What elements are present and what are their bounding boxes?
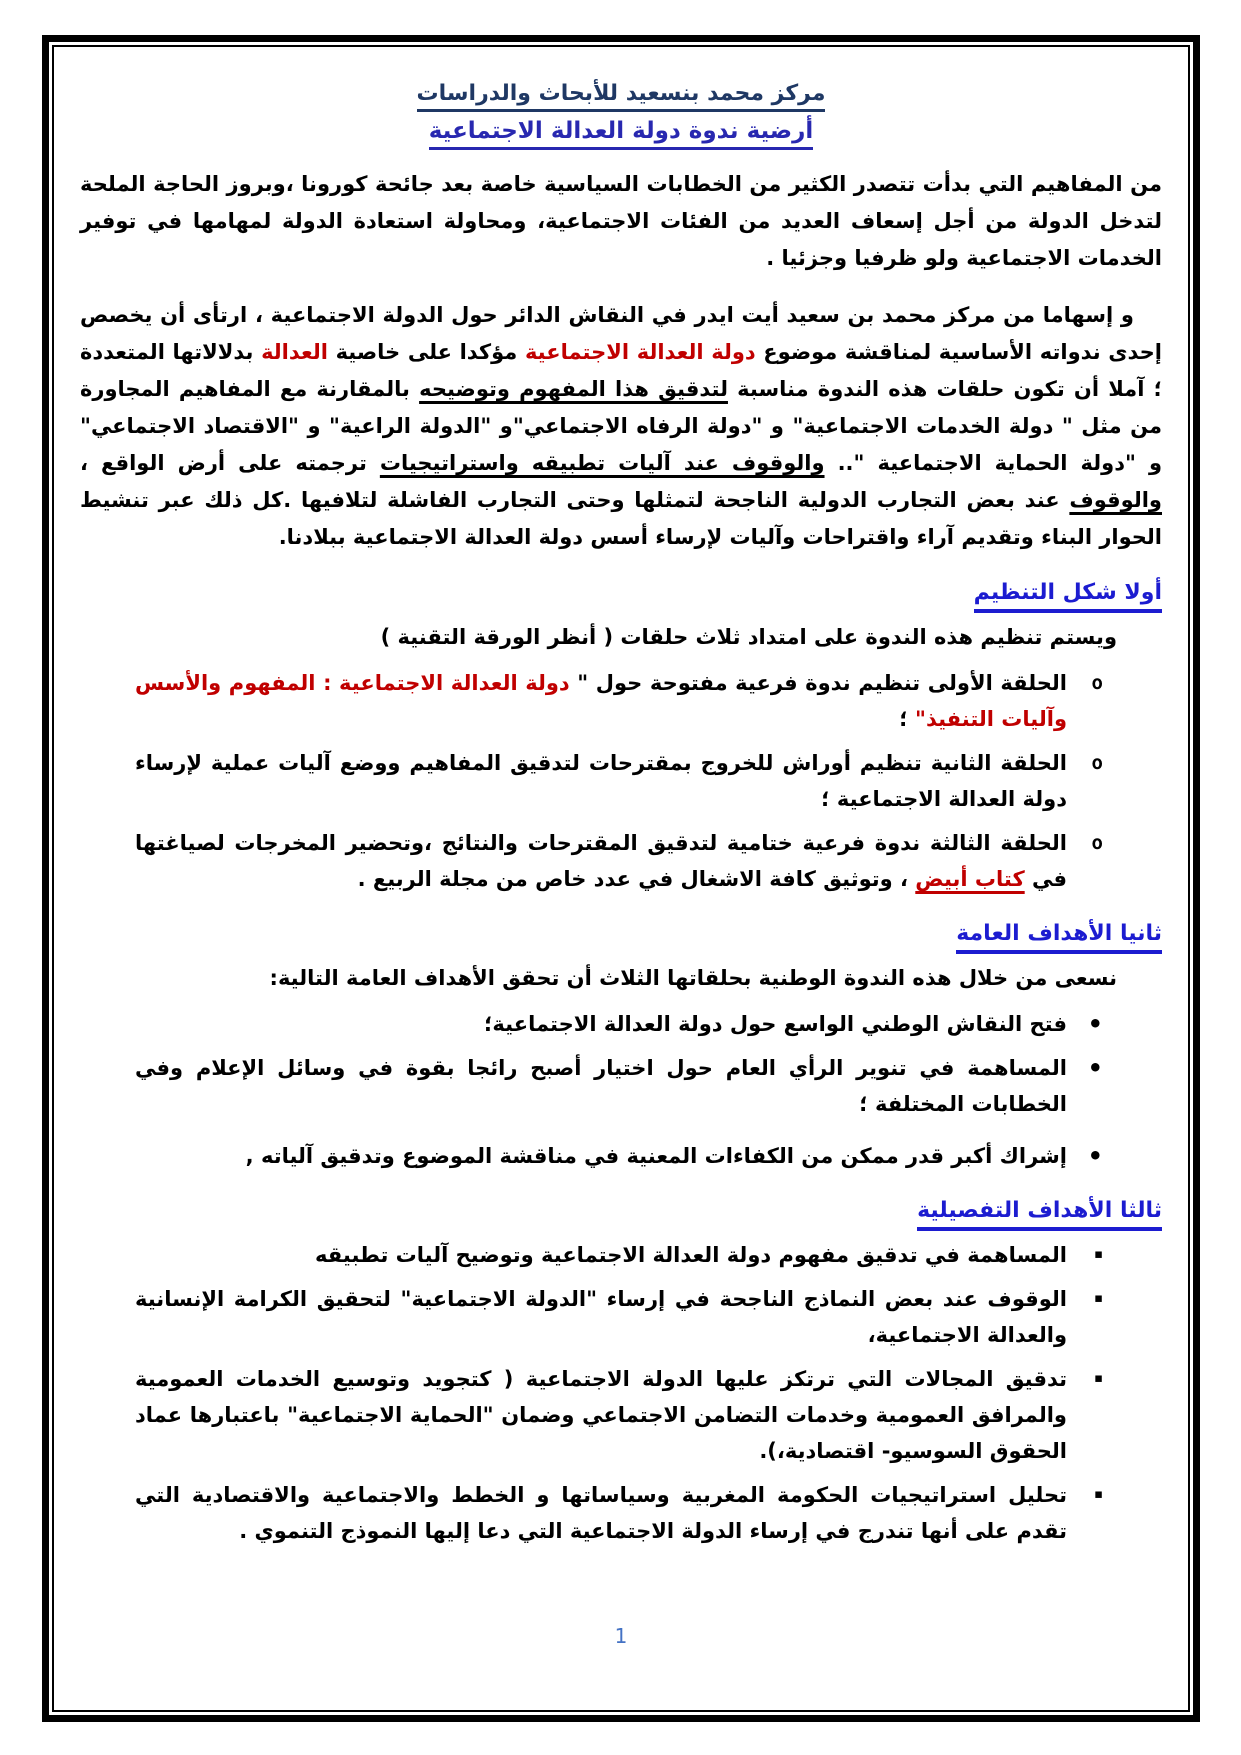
text-segment: لتدقيق هذا المفهوم وتوضيحه <box>419 377 728 401</box>
text-segment: مؤكدا على خاصية <box>327 340 525 364</box>
text-segment: بالمقارنة مع المفاهيم المجاورة من مثل " دولة الخدمات الاجتماعية" و "دولة الرفاه الاجتماعي"و "الدولة الراعية" و "الاقتصاد الاجتماعي" و "دولة الحماية الاجتماعية ".. <box>80 377 1162 475</box>
list-item <box>135 1237 1107 1273</box>
text-segment: دولة العدالة الاجتماعية : المفهوم والأسس وآليات التنفيذ" <box>135 671 1067 731</box>
section-detailed-goals <box>80 1198 1162 1549</box>
text-segment: بدلالاتها المتعددة ؛ آملا أن تكون حلقات هذه الندوة مناسبة <box>80 340 1162 401</box>
text-segment: المساهمة في تدقيق مفهوم دولة العدالة الاجتماعية وتوضيح آليات تطبيقه <box>315 1243 1067 1267</box>
list-item <box>135 1050 1107 1122</box>
text-segment: العدالة <box>261 340 328 364</box>
section-organization <box>80 580 1162 897</box>
detailed-goals-list <box>135 1237 1107 1549</box>
list-item <box>135 825 1107 897</box>
list-item <box>135 1281 1107 1353</box>
title-text: أرضية ندوة دولة العدالة الاجتماعية <box>429 118 814 150</box>
text-segment: من المفاهيم التي بدأت تتصدر الكثير من الخطابات السياسية خاصة بعد جائحة كورونا ،وبروز الحاجة الملحة لتدخل الدولة من أجل إسعاف العديد من الفئات الاجتماعية، ومحاولة استعادة الدولة لمهامها في توفير الخدمات الاجتماعية ولو ظرفيا وجزئيا . <box>80 172 1162 270</box>
bullet-marker-icon: ▪ <box>1094 1291 1103 1306</box>
bullet-marker-icon: o <box>1091 672 1103 694</box>
text-segment: تدقيق المجالات التي ترتكز عليها الدولة الاجتماعية ( كتجويد وتوسيع الخدمات العمومية والمرافق العمومية وخدمات التضامن الاجتماعي وضمان "الحماية الاجتماعية" باعتبارها عماد الحقوق السوسيو- اقتصادية،). <box>135 1367 1067 1463</box>
bullet-marker-icon: • <box>1087 1142 1103 1170</box>
header-text: مركز محمد بنسعيد للأبحاث والدراسات <box>417 81 826 112</box>
text-segment: فتح النقاش الوطني الواسع حول دولة العدالة الاجتماعية؛ <box>484 1012 1067 1036</box>
section-general-goals <box>80 921 1162 1174</box>
text-segment: المساهمة في تنوير الرأي العام حول اختيار أصبح رائجا بقوة في وسائل الإعلام وفي الخطابات المختلفة ؛ <box>135 1056 1067 1116</box>
bullet-marker-icon: o <box>1091 752 1103 774</box>
list-item <box>135 1006 1107 1042</box>
page-border-inner <box>52 45 1190 1712</box>
bullet-marker-icon: • <box>1087 1010 1103 1038</box>
text-segment: والوقوف عند آليات تطبيقه واستراتيجيات <box>379 451 825 475</box>
text-segment: والوقوف <box>1069 488 1162 512</box>
document-header <box>80 81 1162 106</box>
text-segment: عند بعض التجارب الدولية الناجحة لتمثلها وحتى التجارب الفاشلة لتلافيها .كل ذلك عبر تنشيط الحوار البناء وتقديم آراء واقتراحات وآليات لإرساء أسس دولة العدالة الاجتماعية ببلادنا. <box>80 488 1162 549</box>
text-segment: إشراك أكبر قدر ممكن من الكفاءات المعنية في مناقشة الموضوع وتدقيق آلياته , <box>245 1144 1067 1168</box>
bullet-marker-icon: ▪ <box>1094 1487 1103 1502</box>
list-item <box>135 745 1107 817</box>
section-general-goals-heading-text: ثانيا الأهداف العامة <box>956 921 1162 954</box>
text-segment: ؛ <box>899 707 915 731</box>
section-detailed-goals-heading <box>80 1198 1162 1223</box>
page-number: 1 <box>614 1624 628 1648</box>
text-segment: دولة العدالة الاجتماعية <box>524 340 756 364</box>
section-organization-heading <box>80 580 1162 605</box>
document-title <box>80 118 1162 144</box>
text-segment: الحلقة الثانية تنظيم أوراش للخروج بمقترحات لتدقيق المفاهيم ووضع آليات عملية لإرساء دولة العدالة الاجتماعية ؛ <box>135 751 1067 811</box>
text-segment: الحلقة الأولى تنظيم ندوة فرعية مفتوحة حول " <box>569 671 1067 695</box>
section-detailed-goals-heading-text: ثالثا الأهداف التفصيلية <box>917 1198 1162 1231</box>
list-item <box>135 1477 1107 1549</box>
text-segment: الحلقة الثالثة ندوة فرعية ختامية لتدقيق المقترحات والنتائج ،وتحضير المخرجات لصياغتها في <box>135 831 1067 891</box>
bullet-marker-icon: o <box>1091 832 1103 854</box>
bullet-marker-icon: ▪ <box>1094 1371 1103 1386</box>
text-segment: و إسهاما من مركز محمد بن سعيد أيت ايدر في النقاش الدائر حول الدولة الاجتماعية ، ارتأى أن يخصص إحدى ندواته الأساسية لمناقشة موضوع <box>80 303 1162 364</box>
general-goals-list <box>135 1006 1107 1174</box>
text-segment: ، وتوثيق كافة الاشغال في عدد خاص من مجلة الربيع . <box>357 867 916 891</box>
section-general-goals-heading <box>80 921 1162 946</box>
text-segment: ترجمته على أرض الواقع ، <box>80 451 380 475</box>
paragraph-concepts <box>80 166 1162 277</box>
bullet-marker-icon: ▪ <box>1094 1247 1103 1262</box>
text-segment: الوقوف عند بعض النماذج الناجحة في إرساء "الدولة الاجتماعية" لتحقيق الكرامة الإنسانية والعدالة الاجتماعية، <box>135 1287 1067 1347</box>
paragraph-center-contribution <box>80 297 1162 556</box>
list-item <box>135 665 1107 737</box>
list-item <box>135 1361 1107 1469</box>
list-item <box>135 1138 1107 1174</box>
text-segment: كتاب أبيض <box>915 867 1025 891</box>
page-border-outer <box>42 35 1200 1722</box>
bullet-marker-icon: • <box>1087 1054 1103 1082</box>
text-segment: تحليل استراتيجيات الحكومة المغربية وسياساتها و الخطط والاجتماعية والاقتصادية التي تقدم على أنها تندرج في إرساء الدولة الاجتماعية التي دعا إليها النموذج التنموي . <box>135 1483 1067 1543</box>
organization-list <box>135 665 1107 897</box>
section-general-goals-intro: نسعى من خلال هذه الندوة الوطنية بحلقاتها الثلاث أن تحقق الأهداف العامة التالية: <box>269 966 1117 990</box>
section-organization-heading-text: أولا شكل التنظيم <box>974 580 1162 613</box>
section-organization-intro: ويستم تنظيم هذه الندوة على امتداد ثلاث حلقات ( أنظر الورقة التقنية ) <box>380 625 1117 649</box>
